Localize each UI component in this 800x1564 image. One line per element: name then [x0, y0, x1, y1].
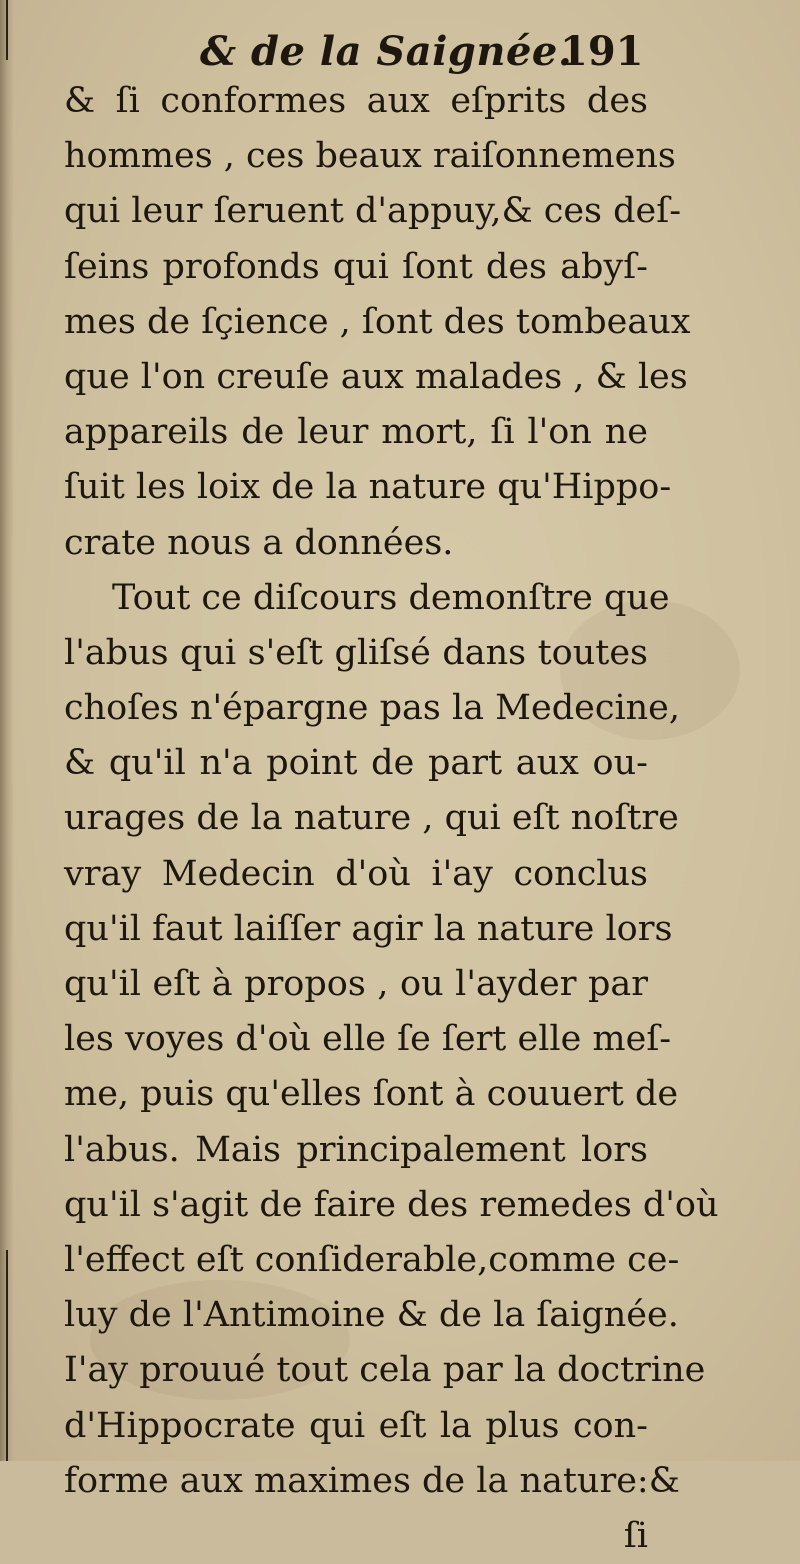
body-text — [64, 74, 719, 1564]
gutter-edge-line — [6, 0, 8, 60]
text-line: appareils de leur mort, ſi l'on ne — [64, 412, 648, 453]
text-line: urages de la nature , qui eſt noſtre — [64, 798, 679, 839]
text-line: hommes , ces beaux raiſonnemens — [64, 136, 676, 177]
text-line: choſes n'épargne pas la Medecine, — [64, 688, 681, 729]
paragraph-first-line: Tout ce diſcours demonſtre que — [112, 577, 670, 618]
running-title: & de la Saignée. — [200, 28, 573, 75]
text-line: forme aux maximes de la nature:& — [64, 1460, 680, 1501]
page-gutter — [0, 0, 14, 1461]
text-line: l'abus qui s'eſt gliſsé dans toutes — [64, 632, 648, 673]
text-line: I'ay prouué tout cela par la doctrine — [64, 1350, 706, 1391]
text-line: crate nous a données. — [64, 522, 454, 563]
text-line: qui leur ſeruent d'appuy,& ces deſ- — [64, 191, 682, 232]
catchword: ſi — [623, 1515, 648, 1556]
gutter-edge-line — [6, 1250, 8, 1461]
text-line: l'effect eſt conſiderable,comme ce- — [64, 1239, 680, 1280]
page-number: 191 — [560, 28, 644, 75]
text-line: luy de l'Antimoine & de la ſaignée. — [64, 1295, 679, 1336]
running-head — [190, 28, 660, 78]
text-line: que l'on creuſe aux malades , & les — [64, 356, 688, 397]
text-line: & ſi conformes aux eſprits des — [64, 81, 648, 121]
text-line: vray Medecin d'où i'ay conclus — [64, 853, 648, 894]
text-line: mes de ſçience , ſont des tombeaux — [64, 301, 691, 342]
text-line: les voyes d'où elle ſe ſert elle meſ- — [64, 1019, 672, 1060]
text-line: ſuit les loix de la nature qu'Hippo- — [64, 467, 672, 508]
text-line: d'Hippocrate qui eſt la plus con- — [64, 1405, 648, 1446]
text-line: ſeins profonds qui ſont des abyſ- — [64, 246, 648, 287]
text-line: l'abus. Mais principalement lors — [64, 1129, 648, 1170]
text-line: qu'il s'agit de faire des remedes d'où — [64, 1184, 719, 1225]
text-line: & qu'il n'a point de part aux ou- — [64, 743, 648, 784]
text-line: qu'il faut laiſſer agir la nature lors — [64, 908, 673, 949]
text-line: me, puis qu'elles ſont à couuert de — [64, 1074, 679, 1115]
text-line: qu'il eſt à propos , ou l'ayder par — [64, 964, 648, 1004]
